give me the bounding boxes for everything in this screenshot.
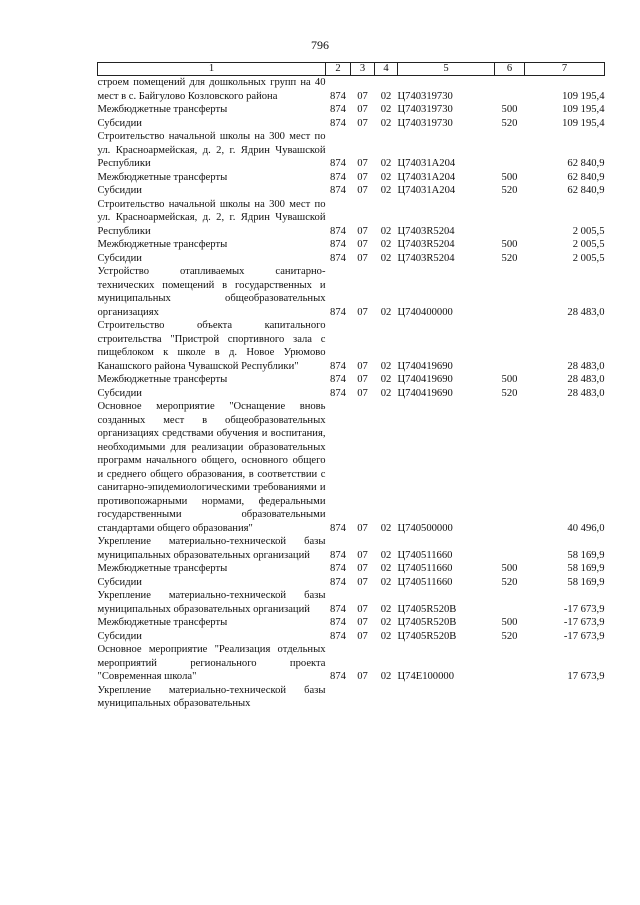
row-expense-type-cell — [495, 76, 525, 104]
row-amount-cell: 58 169,9 — [567, 576, 605, 588]
row-admin-code-cell: 874 — [330, 171, 346, 183]
table-row — [98, 684, 605, 711]
row-name-cell: Межбюджетные трансферты — [97, 104, 228, 115]
row-expense-type-cell: 520 — [501, 576, 518, 588]
row-section-cell: 07 — [357, 104, 368, 115]
table-row — [98, 171, 605, 185]
row-admin-code-cell: 874 — [330, 563, 346, 574]
row-target-article-cell: Ц740319730 — [397, 104, 453, 115]
row-section-cell: 07 — [357, 630, 368, 642]
row-name-cell: Субсидии — [97, 185, 142, 196]
row-subsection-cell: 02 — [380, 117, 392, 129]
row-admin-code-cell: 874 — [330, 603, 346, 615]
table-header — [98, 63, 605, 76]
row-name-cell: Субсидии — [97, 387, 142, 399]
row-name-cell: Межбюджетные трансферты — [97, 563, 228, 574]
row-admin-code-cell: 874 — [330, 617, 346, 628]
table-row — [98, 589, 605, 616]
row-admin-code-cell: 874 — [330, 549, 346, 561]
row-target-article-cell — [398, 684, 495, 711]
row-expense-type-cell: 500 — [501, 374, 518, 385]
row-section-cell: 07 — [357, 617, 368, 628]
row-expense-type-cell: 520 — [501, 252, 518, 264]
table-row — [98, 535, 605, 562]
table-row — [98, 373, 605, 387]
row-name-cell: Субсидии — [97, 576, 142, 588]
row-amount-cell: 58 169,9 — [567, 549, 605, 561]
row-subsection-cell: 02 — [380, 171, 392, 183]
row-target-article-cell: Ц740419690 — [397, 360, 453, 372]
row-subsection-cell: 02 — [380, 563, 392, 574]
row-name-cell: Межбюджетные трансферты — [97, 617, 228, 628]
row-expense-type-cell — [495, 198, 525, 239]
row-name-cell: Субсидии — [97, 117, 142, 129]
row-target-article-cell: Ц7403R5204 — [397, 239, 455, 250]
row-name-cell: Строительство начальной школы на 300 мест по ул. Красноармейская, д. 2, г. Ядрин Чувашской Республики — [97, 198, 326, 237]
row-subsection-cell: 02 — [380, 185, 392, 196]
row-section-cell: 07 — [357, 360, 368, 372]
row-section-cell: 07 — [357, 603, 368, 615]
row-section-cell: 07 — [357, 90, 368, 102]
row-name-cell: строем помещений для дошкольных групп на 40 мест в с. Байгулово Козловского района — [97, 77, 326, 102]
row-target-article-cell: Ц74031А204 — [397, 185, 456, 196]
row-amount-cell: 109 195,4 — [562, 104, 605, 115]
row-name-cell: Устройство отапливаемых санитарно-технических помещений в государственных и муниципальных общеобразовательных организациях — [97, 266, 326, 318]
row-target-article-cell: Ц74031А204 — [397, 171, 456, 183]
row-target-article-cell: Ц740511660 — [397, 563, 453, 574]
table-row — [98, 400, 605, 535]
row-expense-type-cell — [495, 535, 525, 562]
table-row — [98, 130, 605, 171]
column-header-3: 3 — [351, 63, 375, 76]
row-expense-type-cell — [495, 589, 525, 616]
row-subsection-cell: 02 — [380, 90, 392, 102]
row-amount-cell: 2 005,5 — [572, 239, 605, 250]
row-name-cell: Субсидии — [97, 630, 142, 642]
row-admin-code-cell: 874 — [330, 374, 346, 385]
row-subsection-cell: 02 — [380, 630, 392, 642]
table-row — [98, 630, 605, 644]
row-amount-cell: -17 673,9 — [563, 603, 605, 615]
column-header-1: 1 — [98, 63, 326, 76]
row-amount-cell: 2 005,5 — [572, 225, 605, 237]
row-amount-cell: 40 496,0 — [567, 522, 605, 534]
row-target-article-cell: Ц7405R520В — [397, 630, 457, 642]
row-section-cell: 07 — [357, 374, 368, 385]
row-expense-type-cell — [495, 643, 525, 684]
row-name-cell: Укрепление материально-технической базы муниципальных образовательных организаций — [97, 536, 326, 561]
table-row — [98, 265, 605, 319]
row-expense-type-cell: 500 — [501, 171, 518, 183]
row-name-cell: Основное мероприятие "Оснащение вновь созданных мест в общеобразовательных организациях средствами обучения и воспитания, необходимыми для реализации образовательных программ начального общего, основного общего и среднего общего образования, в соответствии с санитарно-эпидемиологическими требованиями и противопожарными нормами, федеральными государственными образовательными стандартами общего образования" — [97, 401, 326, 534]
row-subsection-cell: 02 — [380, 549, 392, 561]
row-admin-code-cell: 874 — [330, 185, 346, 196]
row-section-cell — [351, 684, 375, 711]
row-admin-code-cell: 874 — [330, 252, 346, 264]
row-subsection-cell: 02 — [380, 576, 392, 588]
column-header-5: 5 — [398, 63, 495, 76]
row-section-cell: 07 — [357, 171, 368, 183]
row-subsection-cell: 02 — [380, 671, 392, 682]
row-amount-cell: 17 673,9 — [567, 671, 605, 682]
column-header-7: 7 — [525, 63, 605, 76]
row-name-cell: Укрепление материально-технической базы муниципальных образовательных организаций — [97, 590, 326, 615]
row-amount-cell: 2 005,5 — [572, 252, 605, 264]
row-target-article-cell: Ц740511660 — [397, 549, 453, 561]
row-amount-cell: 58 169,9 — [567, 563, 605, 574]
row-subsection-cell: 02 — [380, 522, 392, 534]
row-section-cell: 07 — [357, 576, 368, 588]
row-expense-type-cell — [495, 130, 525, 171]
row-section-cell: 07 — [357, 671, 368, 682]
row-target-article-cell: Ц7405R520В — [397, 603, 457, 615]
row-admin-code-cell: 874 — [330, 671, 346, 682]
row-section-cell: 07 — [357, 239, 368, 250]
row-subsection-cell: 02 — [380, 360, 392, 372]
table-body — [98, 76, 605, 711]
table-row — [98, 576, 605, 590]
row-target-article-cell: Ц740400000 — [397, 306, 453, 318]
table-row — [98, 562, 605, 576]
table-row — [98, 387, 605, 401]
row-amount-cell: 28 483,0 — [567, 360, 605, 372]
row-expense-type-cell: 500 — [501, 617, 518, 628]
row-expense-type-cell: 520 — [501, 185, 518, 196]
row-target-article-cell: Ц7405R520В — [397, 617, 457, 628]
row-subsection-cell: 02 — [380, 225, 392, 237]
row-target-article-cell: Ц7403R5204 — [397, 252, 455, 264]
row-name-cell: Строительство начальной школы на 300 мест по ул. Красноармейская, д. 2, г. Ядрин Чувашской Республики — [97, 131, 326, 169]
row-expense-type-cell: 500 — [501, 104, 518, 115]
row-admin-code-cell: 874 — [330, 104, 346, 115]
row-subsection-cell: 02 — [380, 252, 392, 264]
row-section-cell: 07 — [357, 252, 368, 264]
column-header-6: 6 — [495, 63, 525, 76]
row-admin-code-cell: 874 — [330, 158, 346, 169]
row-section-cell: 07 — [357, 158, 368, 169]
row-admin-code-cell: 874 — [330, 522, 346, 534]
page-number: 796 — [311, 38, 329, 52]
table-row — [98, 198, 605, 239]
row-target-article-cell: Ц740319730 — [397, 90, 453, 102]
row-section-cell: 07 — [357, 306, 368, 318]
row-target-article-cell: Ц740419690 — [397, 374, 453, 385]
table-row — [98, 643, 605, 684]
row-amount-cell — [525, 684, 605, 711]
row-name-cell: Субсидии — [97, 252, 142, 264]
row-target-article-cell: Ц74Е100000 — [397, 671, 454, 682]
row-expense-type-cell: 500 — [501, 239, 518, 250]
row-amount-cell: 62 840,9 — [567, 158, 605, 169]
row-target-article-cell: Ц740419690 — [397, 387, 453, 399]
header-row — [98, 63, 605, 76]
table-row — [98, 103, 605, 117]
row-admin-code-cell: 874 — [330, 306, 346, 318]
row-expense-type-cell: 500 — [501, 563, 518, 574]
row-name-cell: Межбюджетные трансферты — [97, 374, 228, 385]
row-name-cell: Строительство объекта капитального строительства "Пристрой спортивного зала с пищеблоком к школе в д. Новое Урюмово Канашского района Чувашской Республики" — [97, 320, 326, 372]
table-row — [98, 252, 605, 266]
row-subsection-cell: 02 — [380, 387, 392, 399]
row-expense-type-cell — [495, 684, 525, 711]
row-expense-type-cell — [495, 319, 525, 373]
budget-table — [97, 62, 605, 711]
row-section-cell: 07 — [357, 387, 368, 399]
row-section-cell: 07 — [357, 117, 368, 129]
table-row — [98, 76, 605, 104]
column-header-4: 4 — [375, 63, 398, 76]
row-admin-code-cell: 874 — [330, 225, 346, 237]
row-admin-code-cell: 874 — [330, 360, 346, 372]
row-amount-cell: 109 195,4 — [562, 90, 605, 102]
row-expense-type-cell — [495, 265, 525, 319]
row-subsection-cell: 02 — [380, 104, 392, 115]
row-subsection-cell: 02 — [380, 617, 392, 628]
row-amount-cell: 28 483,0 — [567, 374, 605, 385]
row-section-cell: 07 — [357, 185, 368, 196]
row-subsection-cell: 02 — [380, 374, 392, 385]
row-subsection-cell: 02 — [380, 603, 392, 615]
row-target-article-cell: Ц740319730 — [397, 117, 453, 129]
table-row — [98, 616, 605, 630]
row-amount-cell: 28 483,0 — [567, 306, 605, 318]
column-header-2: 2 — [326, 63, 351, 76]
row-amount-cell: -17 673,9 — [563, 630, 605, 642]
table-row — [98, 238, 605, 252]
row-admin-code-cell: 874 — [330, 90, 346, 102]
row-subsection-cell — [375, 684, 398, 711]
row-amount-cell: 28 483,0 — [567, 387, 605, 399]
row-expense-type-cell: 520 — [501, 630, 518, 642]
row-subsection-cell: 02 — [380, 239, 392, 250]
row-target-article-cell: Ц74031А204 — [397, 158, 456, 169]
row-name-cell: Укрепление материально-технической базы муниципальных образовательных — [97, 684, 326, 709]
row-name-cell: Основное мероприятие "Реализация отдельных мероприятий регионального проекта "Современная школа" — [97, 644, 326, 682]
row-expense-type-cell: 520 — [501, 387, 518, 399]
row-section-cell: 07 — [357, 563, 368, 574]
row-admin-code-cell: 874 — [330, 576, 346, 588]
row-admin-code-cell — [326, 684, 351, 711]
row-target-article-cell: Ц7403R5204 — [397, 225, 455, 237]
row-admin-code-cell: 874 — [330, 387, 346, 399]
row-amount-cell: 62 840,9 — [567, 185, 605, 196]
row-target-article-cell: Ц740511660 — [397, 576, 453, 588]
row-section-cell: 07 — [357, 549, 368, 561]
row-subsection-cell: 02 — [380, 306, 392, 318]
row-name-cell: Межбюджетные трансферты — [97, 171, 228, 183]
row-amount-cell: 62 840,9 — [567, 171, 605, 183]
row-name-cell: Межбюджетные трансферты — [97, 239, 228, 250]
row-section-cell: 07 — [357, 225, 368, 237]
row-admin-code-cell: 874 — [330, 630, 346, 642]
row-amount-cell: 109 195,4 — [562, 117, 605, 129]
row-admin-code-cell: 874 — [330, 117, 346, 129]
row-admin-code-cell: 874 — [330, 239, 346, 250]
row-expense-type-cell: 520 — [501, 117, 518, 129]
row-target-article-cell: Ц740500000 — [397, 522, 453, 534]
row-subsection-cell: 02 — [380, 158, 392, 169]
table-row — [98, 319, 605, 373]
table-row — [98, 117, 605, 131]
row-section-cell: 07 — [357, 522, 368, 534]
row-expense-type-cell — [495, 400, 525, 535]
table-row — [98, 184, 605, 198]
row-amount-cell: -17 673,9 — [563, 617, 605, 628]
